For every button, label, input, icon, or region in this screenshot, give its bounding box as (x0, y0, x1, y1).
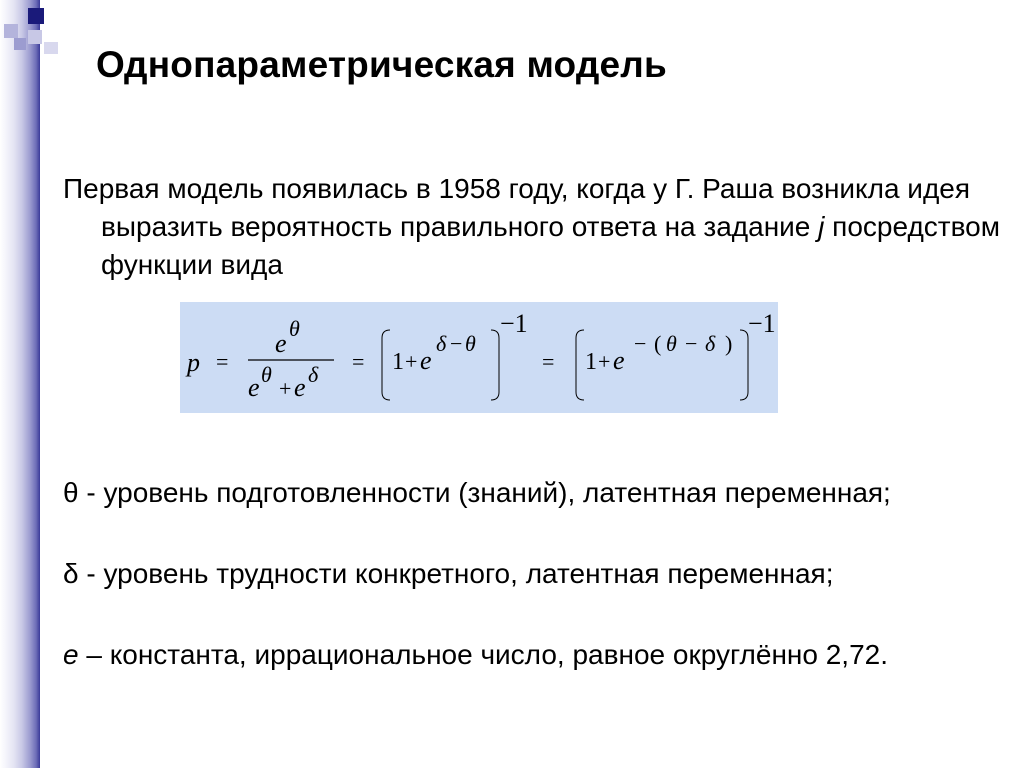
formula-rparen: ) (725, 331, 733, 356)
definition-delta-symbol: δ (63, 558, 79, 589)
formula-p: p (187, 348, 200, 377)
definition-delta (63, 555, 1001, 593)
formula-lparen: ( (654, 331, 662, 356)
formula-delta-2: δ (705, 331, 716, 356)
definition-delta-text: - уровень трудности конкретного, латентная переменная; (78, 558, 834, 589)
formula-e-1: e (420, 346, 432, 375)
formula-one-2: 1 (585, 349, 597, 375)
left-bracket-2 (576, 330, 584, 400)
definition-e (63, 636, 1001, 674)
right-bracket-2 (740, 330, 748, 400)
formula-minus-2: − (634, 331, 647, 356)
formula-den-e2: e (294, 373, 306, 402)
formula-den-plus: + (279, 376, 292, 401)
left-decorative-bar (0, 0, 40, 768)
left-bracket-1 (382, 330, 390, 400)
definition-e-symbol: e (63, 639, 79, 670)
formula-e-2: e (613, 346, 625, 375)
formula-num-theta: θ (289, 316, 300, 341)
formula-plus-2: + (598, 349, 611, 374)
formula-minus-1: − (450, 331, 463, 356)
formula-one-1: 1 (392, 349, 404, 375)
slide-title: Однопараметрическая модель (96, 44, 667, 85)
formula-eq-1: = (216, 349, 229, 374)
formula-eq-2: = (352, 349, 365, 374)
definition-e-text: – константа, иррациональное число, равное округлённо 2,72. (78, 639, 889, 670)
intro-paragraph (63, 170, 1001, 284)
formula-theta-1: θ (465, 331, 476, 356)
formula-exp-2: −1 (748, 309, 776, 338)
formula-exp-1: −1 (500, 309, 528, 338)
formula-minus-3: − (685, 331, 698, 356)
formula-plus-1: + (405, 349, 418, 374)
formula-eq-3: = (542, 349, 555, 374)
intro-text-end: посредством функции вида (101, 211, 1000, 280)
definition-theta-text: - уровень подготовленности (знаний), латентная переменная; (78, 477, 891, 508)
intro-italic-j: j (818, 211, 825, 242)
intro-text-start: Первая модель появилась в 1958 году, когда у Г. Раша возникла идея выразить вероятность правильного ответа на задание (63, 173, 971, 242)
formula-den-e1: e (248, 373, 260, 402)
formula-delta-1: δ (436, 331, 447, 356)
definition-theta-symbol: θ (63, 477, 79, 508)
rasch-formula (180, 302, 778, 413)
definition-theta (63, 474, 1001, 512)
formula-theta-2: θ (666, 331, 677, 356)
formula-box (180, 302, 778, 413)
formula-den-theta: θ (261, 362, 272, 387)
right-bracket-1 (491, 330, 499, 400)
formula-num-e: e (275, 329, 287, 358)
formula-den-delta: δ (308, 362, 319, 387)
